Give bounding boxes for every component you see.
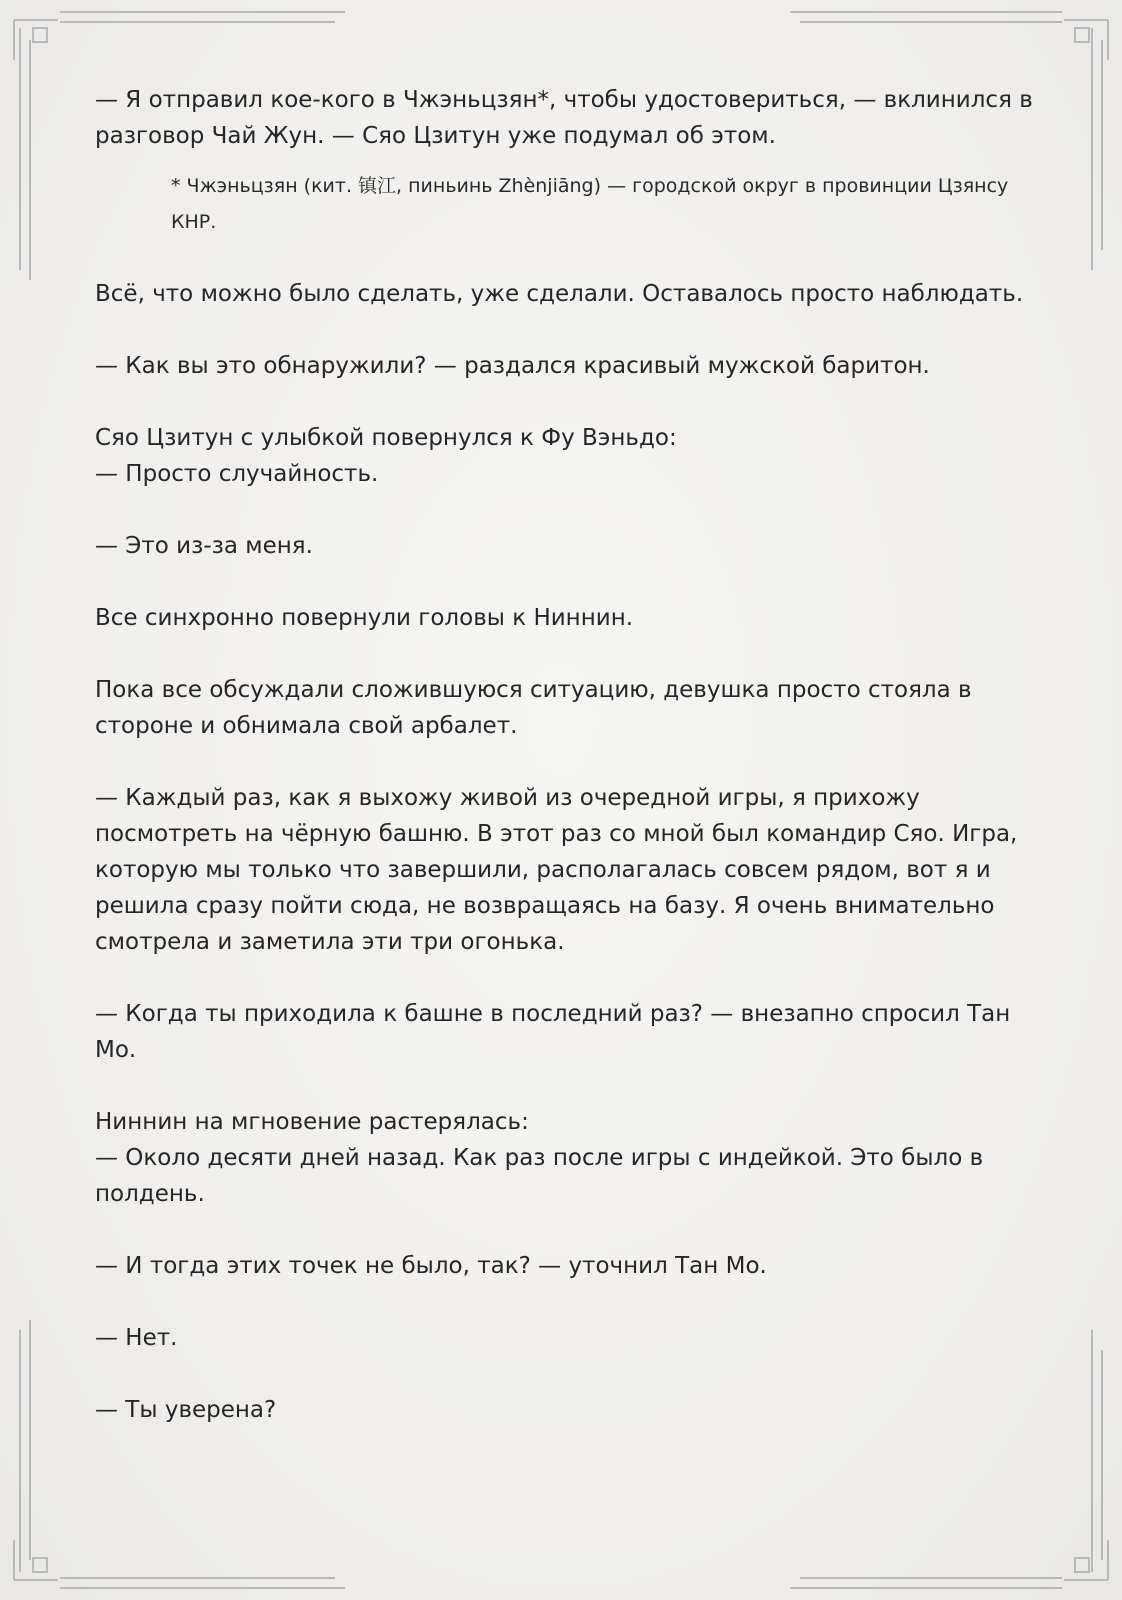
paragraph: — И тогда этих точек не было, так? — уточнил Тан Мо.: [95, 1253, 767, 1279]
document-body: [95, 82, 1035, 1428]
paragraph: Все синхронно повернули головы к Ниннин.: [95, 605, 634, 631]
paragraph: Пока все обсуждали сложившуюся ситуацию, девушка просто стояла в стороне и обнимала свой арбалет.: [95, 677, 972, 739]
paragraph: — Когда ты приходила к башне в последний раз? — внезапно спросил Тан Мо.: [95, 1001, 1011, 1063]
paragraph: — Как вы это обнаружили? — раздался красивый мужской баритон.: [95, 353, 930, 379]
paragraph: — Ты уверена?: [95, 1397, 277, 1423]
footnote: * Чжэньцзян (кит. 镇江, пиньинь Zhènjiāng) — городской округ в провинции Цзянсу КНР.: [171, 175, 1009, 233]
paragraph: — Это из-за меня.: [95, 533, 313, 559]
paragraph: — Каждый раз, как я выхожу живой из очередной игры, я прихожу посмотреть на чёрную башню. В этот раз со мной был командир Сяо. Игра, которую мы только что завершили, располагалась совсем рядом, вот я и решила сразу пойти сюда, не возвращаясь на базу. Я очень внимательно смотрела и заметила эти три огонька.: [95, 785, 1018, 955]
paragraph: Сяо Цзитун с улыбкой повернулся к Фу Вэньдо: — Просто случайность.: [95, 425, 677, 487]
paragraph: Всё, что можно было сделать, уже сделали. Оставалось просто наблюдать.: [95, 281, 1024, 307]
paragraph: — Нет.: [95, 1325, 178, 1351]
paragraph: Ниннин на мгновение растерялась: — Около десяти дней назад. Как раз после игры с индейкой. Это было в полдень.: [95, 1109, 984, 1207]
paragraph: — Я отправил кое-кого в Чжэньцзян*, чтобы удостовериться, — вклинился в разговор Чай Жун. — Сяо Цзитун уже подумал об этом.: [95, 87, 1033, 149]
